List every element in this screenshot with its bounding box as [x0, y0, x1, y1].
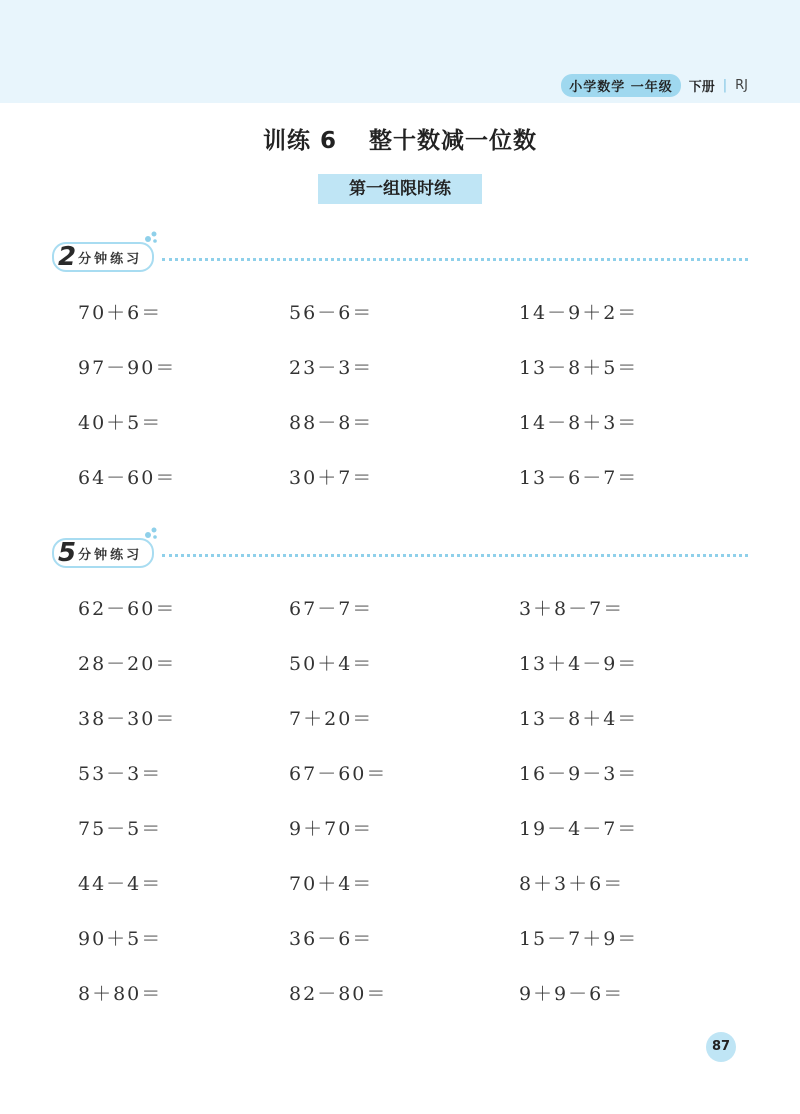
exercise-item: 50＋4＝ [289, 653, 374, 675]
exercise-item: 28－20＝ [78, 653, 177, 675]
badge-label: 分钟练习 [78, 251, 143, 267]
exercise-row [78, 449, 718, 504]
exercise-item: 67－7＝ [289, 598, 374, 620]
separator: | [722, 77, 728, 93]
training-topic: 整十数减一位数 [369, 128, 537, 154]
exercise-item: 56－6＝ [289, 302, 374, 324]
exercise-item: 70＋6＝ [78, 302, 163, 324]
timer-badge [52, 242, 154, 272]
exercise-item: 19－4－7＝ [518, 818, 639, 840]
exercise-item: 9＋9－6＝ [518, 983, 625, 1005]
section-header-2min [52, 240, 752, 274]
dotted-divider [162, 554, 748, 557]
exercise-item: 16－9－3＝ [518, 763, 639, 785]
exercise-item: 30＋7＝ [289, 467, 374, 489]
exercise-row [78, 910, 718, 965]
group-label: 第一组限时练 [318, 174, 482, 204]
exercise-row [78, 855, 718, 910]
exercise-item: 14－8＋3＝ [518, 412, 639, 434]
exercise-row [78, 745, 718, 800]
exercise-item: 70＋4＝ [289, 873, 374, 895]
exercise-grid-5min [78, 580, 718, 1020]
edition-label: RJ [735, 77, 748, 93]
series-label: 小学数学 一年级 [561, 74, 681, 97]
exercise-item: 67－60＝ [289, 763, 388, 785]
section-header-5min [52, 536, 752, 570]
splash-icon [144, 230, 158, 244]
exercise-item: 64－60＝ [78, 467, 177, 489]
exercise-item: 8＋80＝ [78, 983, 163, 1005]
exercise-item: 15－7＋9＝ [518, 928, 639, 950]
exercise-item: 82－80＝ [289, 983, 388, 1005]
page-number: 87 [706, 1032, 736, 1062]
exercise-row [78, 284, 718, 339]
exercise-item: 8＋3＋6＝ [518, 873, 625, 895]
exercise-row [78, 580, 718, 635]
exercise-item: 14－9＋2＝ [518, 302, 639, 324]
exercise-item: 75－5＝ [78, 818, 163, 840]
exercise-item: 53－3＝ [78, 763, 163, 785]
exercise-row [78, 394, 718, 449]
exercise-row [78, 690, 718, 745]
exercise-item: 88－8＝ [289, 412, 374, 434]
badge-label: 分钟练习 [78, 547, 143, 563]
dotted-divider [162, 258, 748, 261]
exercise-row [78, 339, 718, 394]
exercise-grid-2min [78, 284, 718, 504]
exercise-item: 97－90＝ [78, 357, 177, 379]
exercise-item: 7＋20＝ [289, 708, 374, 730]
exercise-row [78, 635, 718, 690]
exercise-item: 13－8＋5＝ [518, 357, 639, 379]
badge-minutes: 2 [58, 242, 77, 272]
exercise-item: 40＋5＝ [78, 412, 163, 434]
exercise-row [78, 965, 718, 1020]
badge-minutes: 5 [58, 538, 77, 568]
exercise-item: 62－60＝ [78, 598, 177, 620]
exercise-item: 36－6＝ [289, 928, 374, 950]
exercise-item: 90＋5＝ [78, 928, 163, 950]
exercise-item: 13－6－7＝ [518, 467, 639, 489]
training-number: 训练 6 [262, 128, 337, 154]
timer-badge [52, 538, 154, 568]
exercise-row [78, 800, 718, 855]
exercise-item: 23－3＝ [289, 357, 374, 379]
exercise-item: 13－8＋4＝ [518, 708, 639, 730]
exercise-item: 3＋8－7＝ [518, 598, 625, 620]
exercise-item: 44－4＝ [78, 873, 163, 895]
book-series [561, 74, 748, 96]
splash-icon [144, 526, 158, 540]
exercise-item: 13＋4－9＝ [518, 653, 639, 675]
volume-label: 下册 [688, 79, 715, 95]
exercise-item: 38－30＝ [78, 708, 177, 730]
page-title [0, 122, 800, 155]
exercise-item: 9＋70＝ [289, 818, 374, 840]
